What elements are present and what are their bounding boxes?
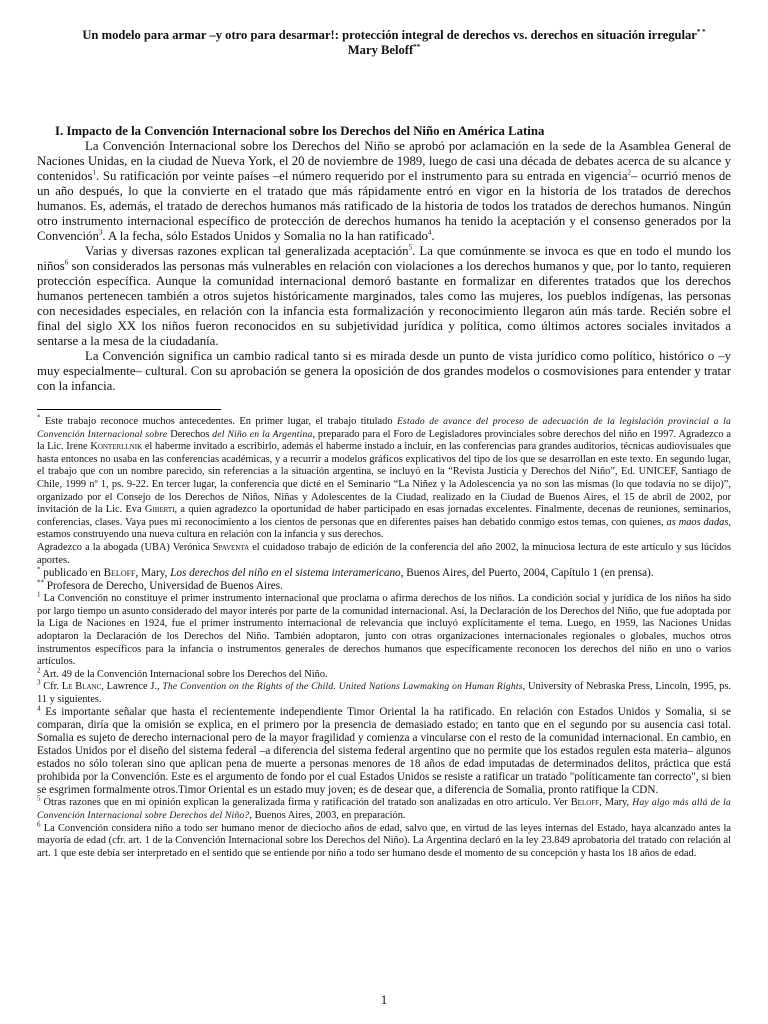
footnote-ref[interactable]: 4 [427,228,432,237]
footnote-6 [37,820,731,861]
footnote-star [37,413,731,542]
footnote-text: Agradezco a la abogada (UBA) Verónica [37,541,213,553]
footnote-ref[interactable]: 1 [92,168,96,177]
footnote-italic: Los derechos del niño en el sistema interamericano [170,567,401,580]
paragraph-text: . A la fecha, sólo Estados Unidos y Somalia no la han ratificado [102,229,428,243]
footnote-mark: ** [37,578,44,587]
footnote-name: Beloff [570,797,600,809]
footnote-mark: 2 [37,666,41,675]
author-name: Mary Beloff [347,43,414,57]
footnote-name: Spaventa [212,541,250,553]
footnote-3 [37,678,731,706]
page-number: 1 [380,992,388,1007]
footnote-text: La Convención no constituye el primer instrumento internacional que proclama o afirma derechos de los niños. La condición social y jurídica de los niños ha sido por largo tiempo un asunto considerado del mayor interés por parte de la comunidad internacional. Así, la Declaración de los Derechos del Niño, que fue adoptada por la Liga de Naciones en 1924, fue el primer instrumento internacional de relevancia que incluyó explícitamente el tema. Luego, en 1959, las Naciones Unidas adoptaron la Declaración de los Derechos del Niño. También adoptaron, junto con otras organizaciones internacionales regionales o globales, muchos otros instrumentos específicos para la infancia o instrumentos generales de derechos humanos que específicamente reconocen los derechos del niño en uno o varios artículos. [37,593,731,668]
paragraph-text: . Su ratificación por veinte países –el número requerido por el instrumento para su entrada en vigencia [95,169,628,183]
footnote-mark: 4 [37,704,41,713]
footnote-text: La Convención considera niño a todo ser humano menor de dieciocho años de edad, salvo que, en virtud de las leyes internas del Estado, haya alcanzado antes la mayoría de edad (cfr. art. 1 de la Convención Internacional sobre los Derechos del Niño). La Argentina declaró en la ley 23.849 aprobatoria del tratado con relación al art. 1 que este debía ser interpretado en el sentido que se entiende por niño a todo ser humano desde el momento de su concepción y hasta los 18 años de edad. [37,822,731,859]
document-title [57,28,731,43]
footnote-ref[interactable]: 3 [98,228,103,237]
footnote-name: Konterllnik [90,441,143,453]
footnote-ref[interactable]: 6 [64,258,69,267]
footnote-ref[interactable]: 2 [627,168,632,177]
footnote-italic: as maos dadas [666,516,729,528]
author-line [37,43,731,58]
paragraph-text: . [431,229,435,243]
paragraph-2 [37,244,731,349]
paragraph-text: son considerados las personas más vulnerables en relación con violaciones a los derechos humanos y que, por lo tanto, requieren protección específica. Aunque la comunidad internacional demoró bastante en formalizar en diferentes tratados que los derechos humanos pertenecen también a otros sujetos históricamente marginados, tales como las mujeres, los pueblos indígenas, las personas con necesidades especiales, en relación con la infancia esta formalización y reconocimiento llegaron aún más tarde. Recién sobre el final del siglo XX los niños fueron reconocidos en su subjetividad jurídica y política, como últimos actores sociales invitados a sentarse a la mesa de la ciudadanía. [37,259,731,348]
footnote-mark: * [37,413,41,422]
footnote-text: Cfr. [40,681,62,693]
title-footnote-marks: * * [696,27,706,36]
footnotes [37,413,731,860]
footnote-name: Le Blanc [61,681,102,693]
footnote-mark: 3 [37,678,41,687]
footnote-italic: Estado de avance del proceso de adecuación de la legislación provincial a la Convención Internacional sobre [37,416,731,440]
footnote-name: Giberti [144,504,175,516]
footnote-italic: Hay algo más allá de la Convención Internacional sobre Derechos del Niño? [37,797,731,822]
footnote-text: , Buenos Aires, 2003, en preparación. [249,810,406,822]
paragraph-text: Varias y diversas razones explican tal generalizada aceptación [85,244,409,258]
footnote-double-star [37,580,731,593]
footnote-text: el cuidadoso trabajo de edición de la conferencia del año 2002, la minuciosa lectura de este artículo y sus lúcidos aportes. [37,541,731,566]
footnote-text: , estamos construyendo una nueva cultura en relación con la infancia y sus derechos. [37,516,731,541]
footnote-text: , Mary, [135,567,171,580]
footnote-1 [37,590,731,669]
footnote-text: , preparado para el Foro de Legisladores provinciales sobre derechos del niño en 1997. Agradezco a la Lic. Irene [37,428,731,453]
paragraph-text: La Convención Internacional sobre los Derechos del Niño se aprobó por aclamación en la sede de la Asamblea General de Naciones Unidas, en la ciudad de Nueva York, el 20 de noviembre de 1989, luego de casi una década de debates acerca de su alcance y contenidos [37,139,731,183]
footnote-italic: The Convention on the Rights of the Child. United Nations Lawmaking on Human Rights [162,681,523,693]
document-page [37,28,731,860]
paragraph-3: La Convención significa un cambio radical tanto si es mirada desde un punto de vista jurídico como político, histórico o –y muy especialmente– cultural. Con su aprobación se genera la oposición de dos grandes modelos o cosmovisiones para entender y tratar con la infancia. [37,349,731,393]
footnote-text: Profesora de Derecho, Universidad de Buenos Aires. [44,580,283,593]
footnote-text: , Lawrence J., [101,681,163,693]
footnote-italic: del Niño en la Argentina [212,428,313,440]
footnote-text: , Mary, [599,797,633,809]
footnote-mark: * [37,565,41,574]
footnote-text: Este trabajo reconoce muchos antecedentes. En primer lugar, el trabajo titulado [40,416,397,427]
footnote-text: , a quien agradezco la oportunidad de haber participado en esas jornadas excelentes. Finalmente, decenas de reuniones, seminarios, conferencias, clases. Vaya pues mi reconocimiento a los cientos de personas que en diferentes países han debatido conmigo estos temas, con quienes, [37,504,731,528]
footnote-separator [37,409,221,410]
paragraph-text: . La que comúnmente se invoca es que en todo el mundo los niños [37,244,731,273]
paragraph-text: – ocurrió menos de un año después, lo que la convierte en el tratado que más rápidamente entró en vigor en la historia de los tratados de derechos humanos. Es, además, el tratado de derechos humanos más ratificado de la historia de todos los tratados de derechos humanos. Ningún otro instrumento internacional específico de protección de derechos humanos ha tenido la aceptación y el consenso generados por la Convención [37,169,731,243]
footnote-ref[interactable]: 5 [408,243,413,252]
footnote-mark: 1 [37,590,41,599]
footnote-text: , University of Nebraska Press, Lincoln, 1995, ps. 11 y siguientes. [37,681,731,705]
footnote-text: Es importante señalar que hasta el recientemente independiente Timor Oriental la ha ratificado. En relación con Estados Unidos y Somalia, si se comparan, diría que la omisión se explica, en el primero por la presencia de demasiado estado; en tanto que en el segundo por su ausencia casi total. Somalia es sujeto de derecho internacional pero de la mayor fragilidad y comienza a vincularse con el resto de la comunidad internacional. En cambio, en Estados Unidos por el diseño del sistema federal –a diferencia del sistema federal argentino que no permite que los estados regulen esta materia– algunos estados no sólo toleran sino que aplican pena de muerte a personas menores de 18 años de edad imputadas de determinados delitos, práctica que está prohibida por la Convención. Este es el argumento de fondo por el cual Estados Unidos se resiste a ratificar un tratado "políticamente tan correcto", si bien se esgrimen formalmente otros.Timor Oriental es un estado muy joven; es de desear que, a diferencia de Somalia, pronto ratifique la CDN. [37,706,731,797]
footnote-text: publicado en [40,567,104,580]
footnote-2 [37,666,731,682]
footnote-thanks [37,542,731,567]
title-text: Un modelo para armar –y otro para desarmar!: protección integral de derechos vs. derechos en situación irregular [82,28,697,42]
footnote-text: Otras razones que en mi opinión explican la generalizada firma y ratificación del tratado son analizadas en otro artículo. Ver [40,797,571,809]
footnote-star-2 [37,567,731,580]
footnote-text: , Buenos Aires, del Puerto, 2004, Capítulo 1 (en prensa). [400,567,654,580]
footnote-mark: 5 [37,795,41,803]
footnote-text: Derechos [170,428,213,440]
footnote-4 [37,706,731,797]
footnote-text: Art. 49 de la Convención Internacional sobre los Derechos del Niño. [40,668,328,680]
footnote-text: el haberme invitado a escribirlo, además el haberme instado a incluir, en las conferencias para grandes auditorios, técnicas audiovisuales que hasta entonces no usaba en las conferencias académicas, y a recurrir a modelos gráficos explicativos del tipo de los que se desarrollan en este texto. En segundo lugar, el trabajo que con un nombre parecido, sin referencias a la situación argentina, se incluyó en la “Revista Justicia y Derechos del Niño”, Ed. UNICEF, Santiago de Chile, 1999 nº 1, ps. 9-22. En tercer lugar, la conferencia que dicté en el Seminario “La Niñez y la Adolescencia ya no son las mismas (lo que todavía no se dijo)”, organizado por el Consejo de los Derechos de Niños, Niñas y Adolescentes de la Ciudad, realizado en la Ciudad de Buenos Aires, el 15 de abril de 2002, por invitación de la Lic. Eva [37,441,731,516]
footnote-5 [37,797,731,822]
footnote-mark: 6 [37,820,41,829]
author-footnote-mark: ** [413,42,421,51]
footnote-name: Beloff [103,567,136,580]
section-heading: I. Impacto de la Convención Internacional sobre los Derechos del Niño en América Latina [55,124,545,138]
paragraph-1 [37,139,731,244]
